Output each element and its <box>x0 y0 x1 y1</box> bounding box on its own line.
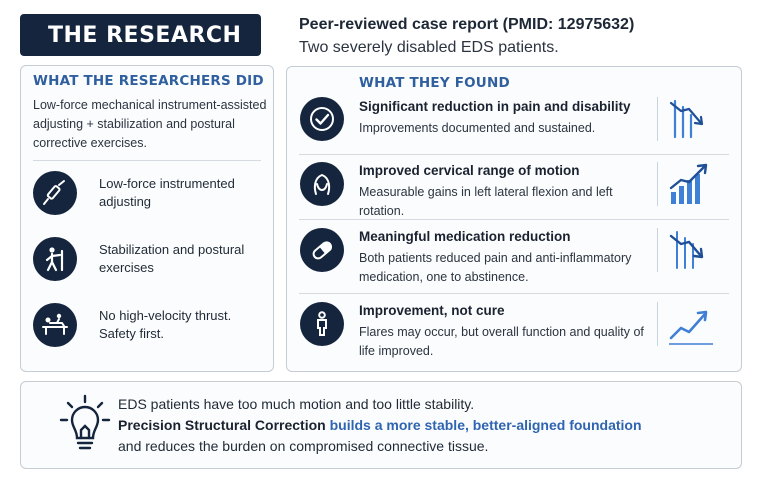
method-item-instrument <box>33 171 269 215</box>
method-text: Stabilization and postural exercises <box>99 242 245 275</box>
finding-item <box>287 293 741 365</box>
trend-up-line-icon <box>667 302 717 346</box>
finding-title: Improved cervical range of motion <box>359 163 580 178</box>
methods-panel <box>20 65 274 372</box>
finding-body: Improvements documented and sustained. <box>359 121 596 135</box>
method-text: No high-velocity thrust. Safety first. <box>99 308 232 341</box>
summary-line-2 <box>118 415 642 436</box>
method-text: Low-force instrumented adjusting <box>99 176 235 209</box>
summary-text <box>118 394 642 457</box>
finding-body: Both patients reduced pain and anti-inflammatory medication, one to abstinence. <box>359 251 632 284</box>
instrument-icon <box>33 171 77 215</box>
lightbulb-icon <box>59 394 111 456</box>
pill-icon <box>300 228 344 272</box>
finding-title: Improvement, not cure <box>359 303 505 318</box>
finding-title: Meaningful medication reduction <box>359 229 571 244</box>
methods-heading: WHAT THE RESEARCHERS DID <box>33 73 264 89</box>
divider <box>299 293 729 294</box>
findings-heading: WHAT THEY FOUND <box>359 75 510 91</box>
head-profile-icon <box>300 162 344 206</box>
checkmark-icon <box>300 97 344 141</box>
source-title: Peer-reviewed case report (PMID: 12975632) <box>299 16 635 33</box>
source-subtitle: Two severely disabled EDS patients. <box>299 39 559 56</box>
divider <box>657 97 658 141</box>
summary-line-1: EDS patients have too much motion and too little stability. <box>118 396 475 412</box>
finding-item <box>287 91 741 163</box>
findings-panel <box>286 66 742 372</box>
summary-panel <box>20 381 742 469</box>
summary-strong: Precision Structural Correction <box>118 417 326 433</box>
summary-accent: builds a more stable, better-aligned foundation <box>325 417 642 433</box>
title-banner <box>20 14 261 56</box>
trend-down-bars-icon <box>667 228 717 272</box>
method-item-exercise <box>33 237 269 281</box>
finding-item <box>287 219 741 291</box>
treatment-table-icon <box>33 303 77 347</box>
trend-up-bars-icon <box>667 162 717 206</box>
method-item-safety <box>33 303 269 347</box>
trend-down-icon <box>667 97 717 141</box>
finding-item <box>287 154 741 226</box>
summary-line-3: and reduces the burden on compromised connective tissue. <box>118 438 489 454</box>
methods-intro: Low-force mechanical instrument-assisted adjusting + stabilization and postural corrective exercises. <box>33 98 267 150</box>
finding-body: Measurable gains in left lateral flexion and left rotation. <box>359 185 613 218</box>
exercise-icon <box>33 237 77 281</box>
divider <box>657 302 658 346</box>
divider <box>33 160 261 161</box>
finding-title: Significant reduction in pain and disability <box>359 99 631 114</box>
person-icon <box>300 302 344 346</box>
finding-body: Flares may occur, but overall function and quality of life improved. <box>359 325 644 358</box>
divider <box>657 228 658 272</box>
page-title: THE RESEARCH <box>48 22 242 48</box>
divider <box>299 219 729 220</box>
divider <box>299 154 729 155</box>
divider <box>657 162 658 206</box>
